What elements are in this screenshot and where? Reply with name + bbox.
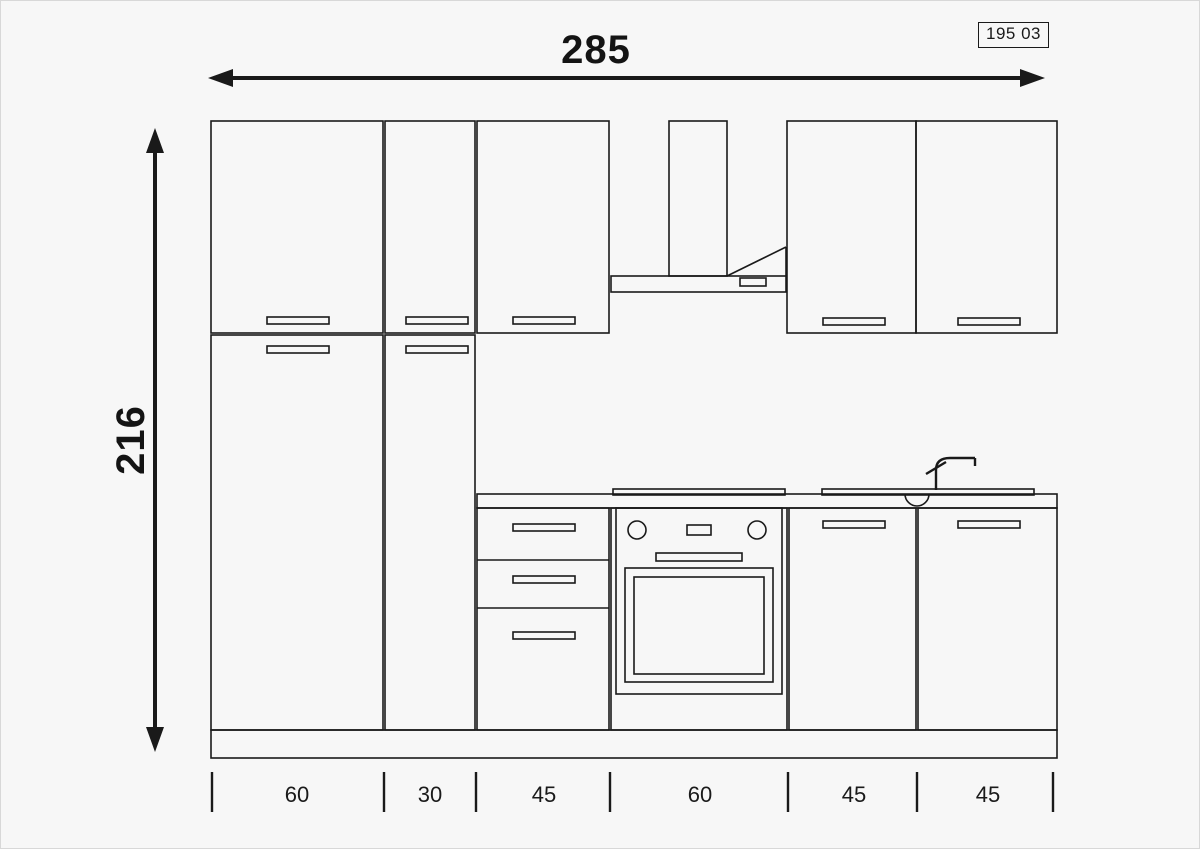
total-height-label: 216	[109, 405, 153, 475]
tall-cabinet-30-upper-door	[385, 121, 475, 333]
tall-cabinet-30-lower-door	[385, 335, 475, 730]
sink-basin	[822, 489, 1034, 506]
segment-label-6: 45	[975, 782, 1001, 807]
top-arrow-head-left	[208, 69, 233, 87]
tall-cabinet-60-upper-door	[211, 121, 383, 333]
tall-cabinet-60-lower-door	[211, 335, 383, 730]
sink-base-cabinet-45	[918, 508, 1057, 730]
top-arrow-head-right	[1020, 69, 1045, 87]
segment-label-4: 60	[687, 782, 713, 807]
segment-label-1: 60	[284, 782, 310, 807]
left-arrow-head-top	[146, 128, 164, 153]
segment-label-2: 30	[417, 782, 443, 807]
left-arrow-head-bottom	[146, 727, 164, 752]
wall-cabinet-45-left	[477, 121, 609, 333]
segment-label-3: 45	[531, 782, 557, 807]
drawing-code-label: 195 03	[978, 22, 1049, 48]
kitchen-faucet	[926, 458, 975, 490]
total-width-label: 285	[561, 28, 631, 72]
wall-cabinet-45-right-b	[916, 121, 1057, 333]
wall-cabinet-45-right-a	[787, 121, 916, 333]
base-cabinet-45	[789, 508, 916, 730]
base-drawer-unit-45	[477, 508, 609, 730]
oven-with-hob-60	[611, 508, 787, 730]
cooker-hood	[611, 121, 786, 292]
bottom-segment-ticks	[212, 772, 1053, 812]
worktop	[477, 494, 1057, 508]
segment-label-5: 45	[841, 782, 867, 807]
plinth-strip	[211, 730, 1057, 758]
